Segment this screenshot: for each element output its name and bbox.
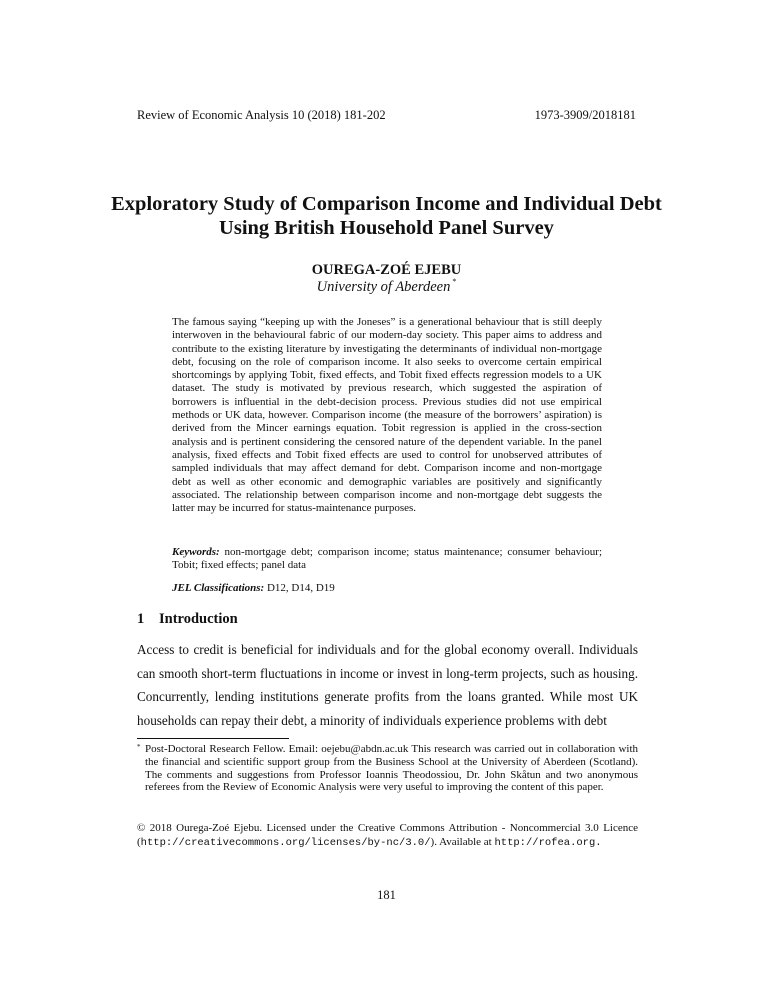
section-heading bbox=[137, 611, 238, 628]
author-name: OUREGA-ZOÉ EJEBU bbox=[311, 262, 462, 278]
running-header-journal: Review of Economic Analysis 10 (2018) 181-202 bbox=[137, 108, 386, 122]
footnote-text: Post-Doctoral Research Fellow. Email: oejebu@abdn.ac.uk This research was carried out in collaboration with the financial and scientific support group from the Business School at the University of Aberdeen (Scotland). The comments and suggestions from Professor Ioannis Theodossiou, Dr. John Skåtun and two anonymous referees from the Review of Economic Analysis were very useful to improving the content of this paper. bbox=[145, 743, 638, 794]
affiliation-text: University of Aberdeen bbox=[316, 279, 451, 295]
keywords bbox=[172, 546, 602, 573]
footnote-divider bbox=[137, 738, 289, 739]
abstract: The famous saying “keeping up with the Joneses” is a generational behaviour that is still deeply interwoven in the behavioural fabric of our modern-day society. This paper aims to address and contribute to the existing literature by investigating the determinants of individual non-mortgage debt, focusing on the role of comparison income. It also seeks to overcome certain empirical shortcomings by applying Tobit, fixed effects, and Tobit fixed effects regression models to a UK dataset. The study is motivated by previous research, which suggested the aspiration of borrowers is influential in the debt-decision process. Previous studies did not use empirical methods or UK data, however. Comparison income (the measure of the borrowers’ aspiration) is derived from the Mincer earnings equation. Tobit regression is applied in the cross-section analysis and is pertinent considering the censored nature of the dependent variable. In the panel analysis, fixed effects and Tobit fixed effects are used to control for unobserved attributes of sampled individuals that may affect demand for debt. Comparison income and non-mortgage debt as well as other economic and demographic variables are positively and significantly associated. The relationship between comparison income and non-mortgage debt suggests the latter may be incurred for status-maintenance purposes. bbox=[172, 316, 602, 515]
journal-site-link[interactable]: http://rofea.org bbox=[494, 836, 596, 849]
jel-label: JEL Classifications: bbox=[172, 582, 265, 594]
footnote bbox=[137, 743, 638, 794]
license-available-text: ). Available at bbox=[430, 835, 492, 848]
keywords-label: Keywords: bbox=[172, 546, 220, 558]
body-paragraph: Access to credit is beneficial for individuals and for the global economy overall. Individuals can smooth short-term fluctuations in income or invest in long-term projects, such as housing. Concurrently, lending institutions generate profits from the loans granted. While most UK households can repay their debt, a minority of individuals experience problems with debt bbox=[137, 642, 638, 728]
section-title: Introduction bbox=[159, 611, 238, 627]
author-affiliation bbox=[100, 279, 673, 296]
license-url-link[interactable]: http://creativecommons.org/licenses/by-nc/3.0/ bbox=[140, 836, 431, 849]
license-text: © 2018 Ourega-Zoé Ejebu. Licensed under the Creative Commons Attribution - Noncommercial 3.0 Licence ( bbox=[137, 822, 638, 848]
license-end-period: . bbox=[595, 836, 602, 849]
section-number: 1 bbox=[137, 611, 145, 627]
page-number: 181 bbox=[377, 888, 396, 902]
license-notice bbox=[137, 822, 638, 851]
jel-codes: D12, D14, D19 bbox=[266, 582, 335, 594]
running-header-issn: 1973-3909/2018181 bbox=[534, 108, 636, 122]
paper-title: Exploratory Study of Comparison Income and Individual Debt Using British Household Panel Survey bbox=[111, 193, 662, 239]
jel-classifications bbox=[172, 582, 602, 595]
footnote-marker-symbol: * bbox=[137, 743, 141, 751]
footnote-marker: * bbox=[452, 277, 457, 286]
keywords-text: non-mortgage debt; comparison income; status maintenance; consumer behaviour; Tobit; fixed effects; panel data bbox=[172, 546, 602, 572]
